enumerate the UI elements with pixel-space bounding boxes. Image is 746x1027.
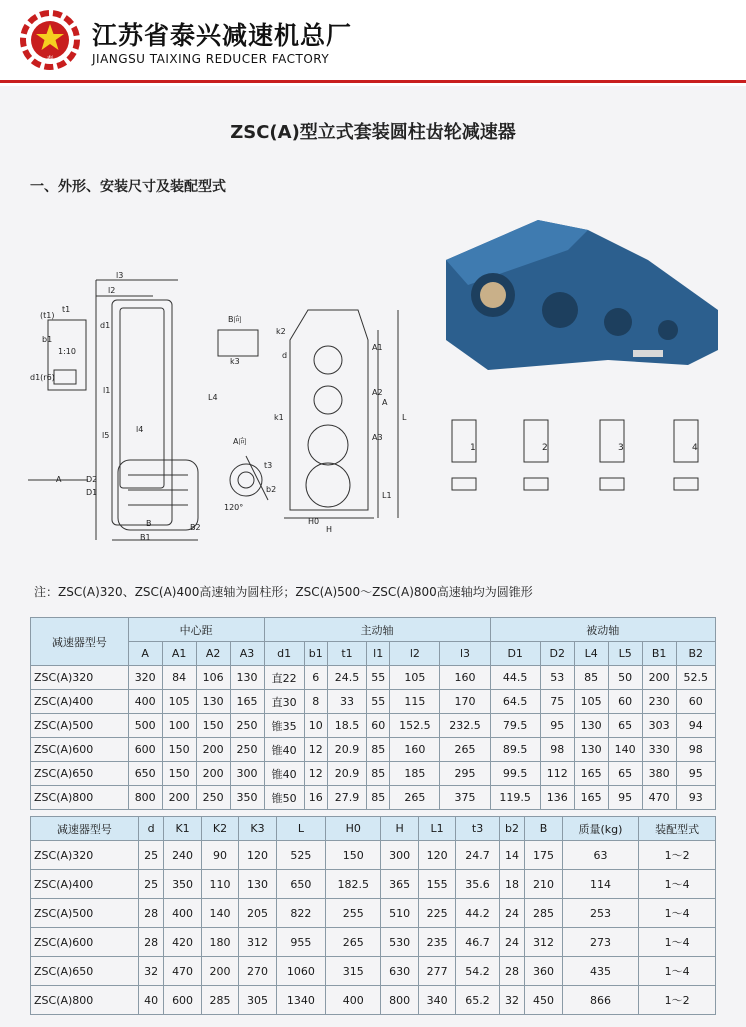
- table-cell: 265: [440, 738, 490, 762]
- assembly-type-2: 2: [542, 443, 548, 453]
- model-cell: ZSC(A)800: [31, 986, 139, 1015]
- table-cell: 136: [540, 786, 574, 810]
- table-cell: 165: [574, 786, 608, 810]
- table-cell: 525: [276, 841, 325, 870]
- a-direction-label: A向: [233, 437, 247, 446]
- table-cell: 33: [327, 690, 366, 714]
- table-cell: 1～4: [639, 957, 716, 986]
- dim-label-B2: B2: [190, 523, 201, 532]
- table-cell: 500: [128, 714, 162, 738]
- dim-label-k3: k3: [230, 357, 240, 366]
- table-cell: 160: [390, 738, 440, 762]
- header-group-center-distance: 中心距: [128, 618, 264, 642]
- table-cell: 265: [390, 786, 440, 810]
- table-cell: 98: [676, 738, 715, 762]
- table-cell: 28: [138, 928, 164, 957]
- header-cell: L1: [418, 817, 455, 841]
- front-view-drawing: [284, 310, 398, 518]
- table-cell: 200: [201, 957, 238, 986]
- assembly-type-labels: [470, 443, 698, 453]
- table-cell: 273: [562, 928, 639, 957]
- table-cell: 25: [138, 870, 164, 899]
- table-cell: 200: [162, 786, 196, 810]
- table-cell: 253: [562, 899, 639, 928]
- header-cell: t3: [456, 817, 499, 841]
- header-cell: L4: [574, 642, 608, 666]
- table-cell: 105: [390, 666, 440, 690]
- table-cell: 85: [367, 786, 390, 810]
- dim-label-t1-paren: (t1): [40, 311, 55, 320]
- table-cell: 303: [642, 714, 676, 738]
- table-cell: 130: [239, 870, 276, 899]
- section-title: 一、外形、安装尺寸及装配型式: [30, 179, 226, 195]
- table-cell: 400: [326, 986, 381, 1015]
- table-row: [31, 738, 716, 762]
- table-cell: 46.7: [456, 928, 499, 957]
- table-cell: 1060: [276, 957, 325, 986]
- table-cell: 250: [230, 738, 264, 762]
- table-cell: 95: [608, 786, 642, 810]
- table-cell: 165: [574, 762, 608, 786]
- table-cell: 630: [381, 957, 418, 986]
- dim-label-B: B: [146, 519, 152, 528]
- table-cell: 100: [162, 714, 196, 738]
- table-cell: 230: [642, 690, 676, 714]
- header-cell: A2: [196, 642, 230, 666]
- table-cell: 180: [201, 928, 238, 957]
- table-cell: 250: [196, 786, 230, 810]
- table-cell: 1～2: [639, 841, 716, 870]
- table-cell: 435: [562, 957, 639, 986]
- table-cell: 285: [201, 986, 238, 1015]
- table-cell: 93: [676, 786, 715, 810]
- table-cell: 18.5: [327, 714, 366, 738]
- gearbox-photo: [446, 220, 718, 370]
- table-cell: 300: [381, 841, 418, 870]
- assembly-type-3: 3: [618, 443, 624, 453]
- table-cell: 800: [128, 786, 162, 810]
- table-cell: 64.5: [490, 690, 540, 714]
- table-row: [31, 899, 716, 928]
- table-cell: 44.2: [456, 899, 499, 928]
- table-cell: 114: [562, 870, 639, 899]
- table-cell: 65: [608, 762, 642, 786]
- table-cell: 63: [562, 841, 639, 870]
- table-cell: 255: [326, 899, 381, 928]
- header-cell: A1: [162, 642, 196, 666]
- table-row: [31, 690, 716, 714]
- table-cell: 330: [642, 738, 676, 762]
- assembly-type-1: 1: [470, 443, 476, 453]
- dim-label-A2: A2: [372, 388, 383, 397]
- table-cell: 365: [381, 870, 418, 899]
- model-cell: ZSC(A)650: [31, 762, 129, 786]
- table-cell: 150: [196, 714, 230, 738]
- table-cell: 锥40: [264, 762, 304, 786]
- header-cell: K2: [201, 817, 238, 841]
- table-cell: 115: [390, 690, 440, 714]
- table-cell: 6: [304, 666, 327, 690]
- table-cell: 18: [499, 870, 525, 899]
- table-cell: 锥35: [264, 714, 304, 738]
- dim-label-d1-r6: d1(r6): [30, 373, 55, 382]
- table-cell: 105: [574, 690, 608, 714]
- company-logo-icon: [20, 10, 80, 70]
- table-cell: 235: [418, 928, 455, 957]
- header-cell: B2: [676, 642, 715, 666]
- table-cell: 210: [525, 870, 562, 899]
- table-cell: 360: [525, 957, 562, 986]
- table-cell: 95: [676, 762, 715, 786]
- table-cell: 53: [540, 666, 574, 690]
- model-cell: ZSC(A)500: [31, 899, 139, 928]
- table-cell: 94: [676, 714, 715, 738]
- table-cell: 85: [574, 666, 608, 690]
- table-cell: 60: [367, 714, 390, 738]
- header-cell: B1: [642, 642, 676, 666]
- model-cell: ZSC(A)600: [31, 928, 139, 957]
- table-header-row: [31, 642, 716, 666]
- dim-label-A1: A1: [372, 343, 383, 352]
- table-cell: 90: [201, 841, 238, 870]
- model-cell: ZSC(A)320: [31, 841, 139, 870]
- table-cell: 1340: [276, 986, 325, 1015]
- table-cell: 84: [162, 666, 196, 690]
- table-cell: 152.5: [390, 714, 440, 738]
- table-cell: 140: [201, 899, 238, 928]
- table-cell: 65.2: [456, 986, 499, 1015]
- table-cell: 866: [562, 986, 639, 1015]
- table-cell: 175: [525, 841, 562, 870]
- table-cell: 155: [418, 870, 455, 899]
- table-cell: 285: [525, 899, 562, 928]
- table-cell: 295: [440, 762, 490, 786]
- model-cell: ZSC(A)600: [31, 738, 129, 762]
- table-cell: 16: [304, 786, 327, 810]
- table-cell: 600: [164, 986, 201, 1015]
- table-cell: 24.7: [456, 841, 499, 870]
- table-cell: 650: [128, 762, 162, 786]
- model-cell: ZSC(A)400: [31, 690, 129, 714]
- table-cell: 1～4: [639, 928, 716, 957]
- table-cell: 305: [239, 986, 276, 1015]
- table-cell: 350: [164, 870, 201, 899]
- dim-label-t1: t1: [62, 305, 71, 314]
- header-cell: 质量(kg): [562, 817, 639, 841]
- company-name-cn: 江苏省泰兴减速机总厂: [92, 21, 353, 50]
- table-cell: 150: [326, 841, 381, 870]
- dim-label-l5: l5: [102, 431, 110, 440]
- table-cell: 8: [304, 690, 327, 714]
- table-cell: 200: [196, 738, 230, 762]
- table-cell: 24: [499, 899, 525, 928]
- table-cell: 40: [138, 986, 164, 1015]
- assembly-type-diagrams: [452, 420, 698, 490]
- table-cell: 312: [239, 928, 276, 957]
- table-cell: 52.5: [676, 666, 715, 690]
- table-cell: 312: [525, 928, 562, 957]
- header-cell: L5: [608, 642, 642, 666]
- dim-label-l3: l3: [116, 271, 124, 280]
- dim-label-L4: L4: [208, 393, 218, 402]
- table-cell: 锥50: [264, 786, 304, 810]
- table-cell: 340: [418, 986, 455, 1015]
- table-cell: 89.5: [490, 738, 540, 762]
- company-name-en: JIANGSU TAIXING REDUCER FACTORY: [92, 52, 330, 66]
- table-cell: 150: [162, 738, 196, 762]
- header-cell: K1: [164, 817, 201, 841]
- table-cell: 350: [230, 786, 264, 810]
- table-cell: 79.5: [490, 714, 540, 738]
- table-cell: 200: [196, 762, 230, 786]
- table-cell: 直22: [264, 666, 304, 690]
- dim-label-D1: D1: [86, 488, 98, 497]
- table-cell: 380: [642, 762, 676, 786]
- table-cell: 85: [367, 738, 390, 762]
- dim-label-H0: H0: [308, 517, 320, 526]
- dim-label-t3: t3: [264, 461, 273, 470]
- table-cell: 250: [230, 714, 264, 738]
- table-cell: 44.5: [490, 666, 540, 690]
- detail-views-drawing: [218, 330, 268, 500]
- table-cell: 85: [367, 762, 390, 786]
- table-cell: 106: [196, 666, 230, 690]
- dim-label-L1: L1: [382, 491, 392, 500]
- dim-label-b2: b2: [266, 485, 277, 494]
- a-arrow-label: A: [56, 475, 62, 484]
- table-cell: 315: [326, 957, 381, 986]
- table-row: [31, 666, 716, 690]
- logo-text: 泰: [46, 55, 54, 63]
- model-cell: ZSC(A)400: [31, 870, 139, 899]
- table-cell: 98: [540, 738, 574, 762]
- table-row: [31, 957, 716, 986]
- table-cell: 130: [196, 690, 230, 714]
- table-cell: 160: [440, 666, 490, 690]
- table-row: [31, 786, 716, 810]
- table-cell: 28: [138, 899, 164, 928]
- header-cell-model: 减速器型号: [31, 618, 129, 666]
- note-text: 注：ZSC(A)320、ZSC(A)400高速轴为圆柱形；ZSC(A)500～ZSC(A)800高速轴均为圆锥形: [34, 585, 533, 599]
- table-cell: 300: [230, 762, 264, 786]
- table-cell: 240: [164, 841, 201, 870]
- table-cell: 28: [499, 957, 525, 986]
- table-cell: 450: [525, 986, 562, 1015]
- model-cell: ZSC(A)500: [31, 714, 129, 738]
- table-cell: 182.5: [326, 870, 381, 899]
- header-cell: D2: [540, 642, 574, 666]
- header-cell-model: 减速器型号: [31, 817, 139, 841]
- header-cell: H: [381, 817, 418, 841]
- table-cell: 24.5: [327, 666, 366, 690]
- dim-label-B1: B1: [140, 533, 151, 542]
- table-cell: 112: [540, 762, 574, 786]
- table-cell: 75: [540, 690, 574, 714]
- table-cell: 55: [367, 666, 390, 690]
- header-group-output-shaft: 被动轴: [490, 618, 715, 642]
- table-row: [31, 714, 716, 738]
- header-group-input-shaft: 主动轴: [264, 618, 490, 642]
- dim-label-l1: l1: [103, 386, 111, 395]
- table-cell: 24: [499, 928, 525, 957]
- side-view-labels: [30, 271, 201, 542]
- header-cell: D1: [490, 642, 540, 666]
- header-cell: d: [138, 817, 164, 841]
- table-cell: 200: [642, 666, 676, 690]
- b-direction-label: B向: [228, 315, 242, 324]
- table-cell: 119.5: [490, 786, 540, 810]
- table-cell: 110: [201, 870, 238, 899]
- table-cell: 170: [440, 690, 490, 714]
- table-cell: 400: [164, 899, 201, 928]
- table-cell: 99.5: [490, 762, 540, 786]
- table-cell: 270: [239, 957, 276, 986]
- table-cell: 375: [440, 786, 490, 810]
- header-cell: l2: [390, 642, 440, 666]
- table-cell: 130: [574, 714, 608, 738]
- spec-table-1: [30, 617, 716, 810]
- table-cell: 140: [608, 738, 642, 762]
- table-cell: 60: [676, 690, 715, 714]
- table-cell: 400: [128, 690, 162, 714]
- table-cell: 205: [239, 899, 276, 928]
- detail-view-labels: [224, 314, 246, 512]
- dim-label-d1: d1: [100, 321, 111, 330]
- header-cell: H0: [326, 817, 381, 841]
- table-cell: 50: [608, 666, 642, 690]
- table-cell: 150: [162, 762, 196, 786]
- table-cell: 10: [304, 714, 327, 738]
- table-cell: 12: [304, 762, 327, 786]
- table-cell: 65: [608, 714, 642, 738]
- table-cell: 185: [390, 762, 440, 786]
- table-cell: 105: [162, 690, 196, 714]
- model-cell: ZSC(A)320: [31, 666, 129, 690]
- angle-label: 120°: [224, 503, 244, 512]
- header-cell: b1: [304, 642, 327, 666]
- table-row: [31, 870, 716, 899]
- table-cell: 20.9: [327, 762, 366, 786]
- table-cell: 25: [138, 841, 164, 870]
- dim-label-A3: A3: [372, 433, 383, 442]
- table-cell: 1～2: [639, 986, 716, 1015]
- table-row: [31, 986, 716, 1015]
- header-cell: l3: [440, 642, 490, 666]
- spec-table-2: [30, 816, 716, 1015]
- table-cell: 822: [276, 899, 325, 928]
- page-header: [0, 0, 746, 86]
- table-cell: 60: [608, 690, 642, 714]
- table-cell: 225: [418, 899, 455, 928]
- header-cell: B: [525, 817, 562, 841]
- taper-label: 1:10: [58, 347, 76, 356]
- dim-label-d: d: [282, 351, 288, 360]
- table-cell: 130: [230, 666, 264, 690]
- table-cell: 直30: [264, 690, 304, 714]
- header-cell: A3: [230, 642, 264, 666]
- table-cell: 470: [164, 957, 201, 986]
- table-cell: 530: [381, 928, 418, 957]
- table-cell: 265: [326, 928, 381, 957]
- header-divider: [0, 80, 746, 83]
- table-cell: 95: [540, 714, 574, 738]
- table-cell: 32: [499, 986, 525, 1015]
- table-cell: 12: [304, 738, 327, 762]
- header-cell: d1: [264, 642, 304, 666]
- table-cell: 120: [239, 841, 276, 870]
- table-cell: 420: [164, 928, 201, 957]
- table-cell: 27.9: [327, 786, 366, 810]
- header-cell: t1: [327, 642, 366, 666]
- table-row: [31, 841, 716, 870]
- table-cell: 470: [642, 786, 676, 810]
- header-cell: 装配型式: [639, 817, 716, 841]
- table-cell: 14: [499, 841, 525, 870]
- dim-label-k1: k1: [274, 413, 284, 422]
- table-cell: 1～4: [639, 870, 716, 899]
- table-cell: 165: [230, 690, 264, 714]
- table-row: [31, 928, 716, 957]
- table-cell: 600: [128, 738, 162, 762]
- table-cell: 35.6: [456, 870, 499, 899]
- table-header-row: [31, 618, 716, 642]
- dim-label-l2: l2: [108, 286, 116, 295]
- dim-label-L: L: [402, 413, 407, 422]
- table-cell: 20.9: [327, 738, 366, 762]
- table-cell: 510: [381, 899, 418, 928]
- model-cell: ZSC(A)650: [31, 957, 139, 986]
- assembly-type-4: 4: [692, 443, 698, 453]
- table-header-row: [31, 817, 716, 841]
- table-cell: 277: [418, 957, 455, 986]
- table-cell: 54.2: [456, 957, 499, 986]
- technical-drawing: [28, 200, 718, 560]
- header-cell: A: [128, 642, 162, 666]
- dim-label-l4: l4: [136, 425, 144, 434]
- table-cell: 32: [138, 957, 164, 986]
- table-cell: 130: [574, 738, 608, 762]
- header-cell: b2: [499, 817, 525, 841]
- table-cell: 955: [276, 928, 325, 957]
- dim-label-H: H: [326, 525, 333, 534]
- header-cell: l1: [367, 642, 390, 666]
- table-cell: 320: [128, 666, 162, 690]
- table-cell: 锥40: [264, 738, 304, 762]
- dim-label-k2: k2: [276, 327, 286, 336]
- dim-label-b1: b1: [42, 335, 53, 344]
- table-cell: 232.5: [440, 714, 490, 738]
- dim-label-A: A: [382, 398, 388, 407]
- table-cell: 1～4: [639, 899, 716, 928]
- table-cell: 55: [367, 690, 390, 714]
- table-row: [31, 762, 716, 786]
- table-cell: 120: [418, 841, 455, 870]
- table-cell: 800: [381, 986, 418, 1015]
- table-cell: 650: [276, 870, 325, 899]
- model-cell: ZSC(A)800: [31, 786, 129, 810]
- document-title: ZSC(A)型立式套装圆柱齿轮减速器: [230, 122, 516, 143]
- dim-label-D2: D2: [86, 475, 98, 484]
- header-cell: K3: [239, 817, 276, 841]
- header-cell: L: [276, 817, 325, 841]
